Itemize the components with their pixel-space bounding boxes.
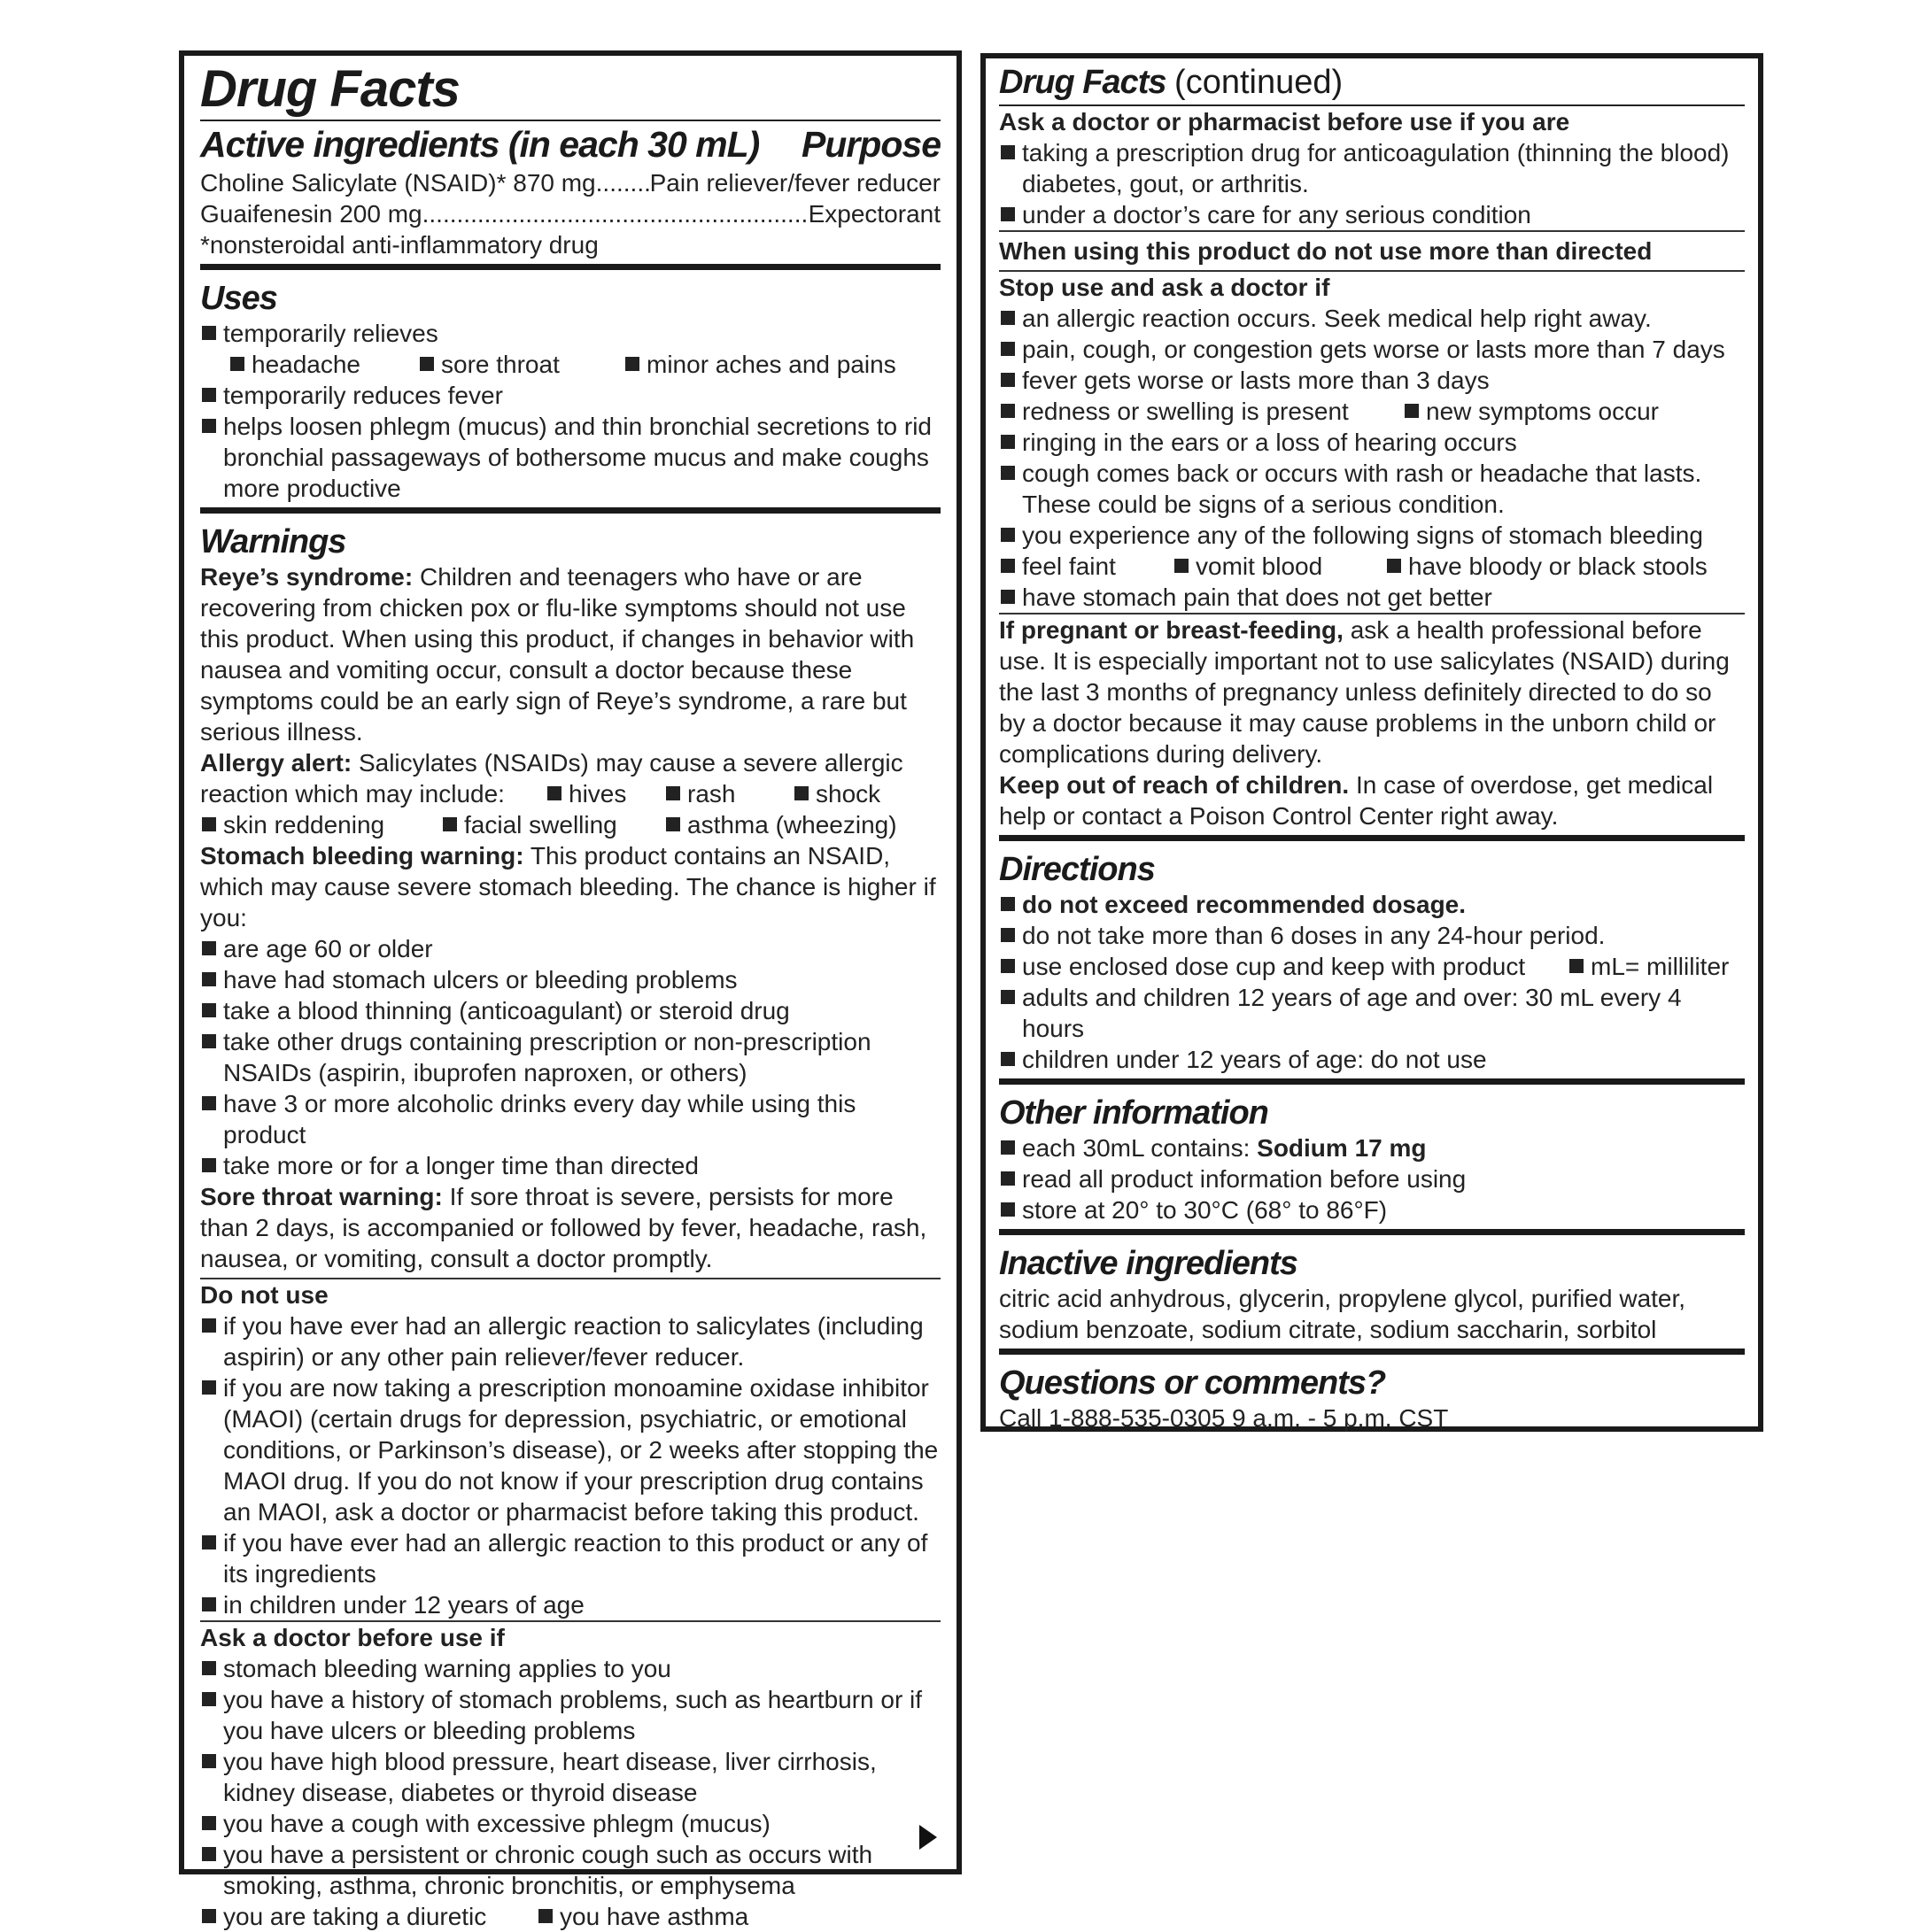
list-item: temporarily relieves	[200, 318, 941, 349]
list-item: have had stomach ulcers or bleeding problems	[200, 964, 941, 995]
list-item: you have a persistent or chronic cough such as occurs with smoking, asthma, chronic bronchitis, or emphysema	[200, 1839, 941, 1901]
stomach-bleeding-warning: Stomach bleeding warning: This product contains an NSAID, which may cause severe stomach bleeding. The chance is higher if you:	[200, 842, 936, 931]
list-item: take other drugs containing prescription or non-prescription NSAIDs (aspirin, ibuprofen naproxen, or others)	[200, 1026, 941, 1088]
list-item: if you have ever had an allergic reaction to salicylates (including aspirin) or any other pain reliever/fever reducer.	[200, 1310, 941, 1372]
allergy-items-row: reaction which may include: hives rash shock	[200, 780, 881, 808]
list-item: you experience any of the following signs of stomach bleeding	[999, 520, 1745, 551]
do-not-use-heading: Do not use	[200, 1281, 329, 1309]
list-item: under a doctor’s care for any serious condition	[999, 199, 1745, 232]
ingredient-purpose: Pain reliever/fever reducer	[649, 169, 941, 197]
list-item: fever gets worse or lasts more than 3 days	[999, 365, 1745, 396]
list-item: if you have ever had an allergic reaction to this product or any of its ingredients	[200, 1527, 941, 1589]
list-item: taking a prescription drug for anticoagulation (thinning the blood) diabetes, gout, or arthritis.	[999, 137, 1745, 199]
list-item: children under 12 years of age: do not use	[999, 1044, 1745, 1085]
list-item: do not take more than 6 doses in any 24-hour period.	[999, 920, 1745, 951]
sore-throat-warning: Sore throat warning: If sore throat is severe, persists for more than 2 days, is accompanied or followed by fever, headache, rash, nausea, or vomiting, consult a doctor promptly.	[200, 1181, 941, 1279]
allergy-alert: Allergy alert: Salicylates (NSAIDs) may cause a severe allergic	[200, 749, 903, 777]
reye-warning: Reye’s syndrome: Children and teenagers who have or are recovering from chicken pox or flu-like symptoms should not use this product. When using this product, if changes in behavior with nausea and vomiting occur, consult a doctor because these symptoms could be an early sign of Reye’s syndrome, a rare but serious illness.	[200, 563, 915, 746]
list-item: stomach bleeding warning applies to you	[200, 1653, 941, 1684]
allergy-items-row: skin reddening facial swelling asthma (wheezing)	[200, 809, 941, 840]
list-item: each 30mL contains: Sodium 17 mg	[999, 1132, 1745, 1163]
uses-sub-list: headache sore throat minor aches and pains	[200, 349, 941, 380]
list-item: take a blood thinning (anticoagulant) or steroid drug	[200, 995, 941, 1026]
uses-heading: Uses	[200, 280, 277, 317]
questions-text: Call 1-888-535-0305 9 a.m. - 5 p.m. CST	[999, 1404, 1449, 1432]
drug-facts-panel-right	[980, 53, 1763, 1432]
ask-pharmacist-heading: Ask a doctor or pharmacist before use if you are	[999, 108, 1570, 135]
stop-use-pair-row: redness or swelling is present new symptoms occur	[999, 396, 1745, 427]
list-item: you have a history of stomach problems, such as heartburn or if you have ulcers or bleeding problems	[200, 1684, 941, 1746]
list-item: in children under 12 years of age	[200, 1589, 941, 1622]
other-information-heading: Other information	[999, 1094, 1268, 1132]
ask-doctor-heading: Ask a doctor before use if	[200, 1624, 505, 1651]
list-item: are age 60 or older	[200, 933, 941, 964]
questions-heading: Questions or comments?	[999, 1364, 1386, 1402]
ingredient-row	[200, 198, 941, 229]
pregnancy-warning: If pregnant or breast-feeding, ask a health professional before use. It is especially important not to use salicylates (NSAID) during the last 3 months of pregnancy unless definitely directed to do so by a doctor because it may cause problems in the unborn child or complications during delivery.	[999, 616, 1730, 768]
drug-facts-panel-left	[179, 50, 962, 1930]
when-using-heading: When using this product do not use more than directed	[999, 232, 1745, 272]
list-item: helps loosen phlegm (mucus) and thin bronchial secretions to rid bronchial passageways of bothersome mucus and make coughs more productive	[200, 411, 941, 514]
active-ingredients-heading: Active ingredients (in each 30 mL)	[200, 124, 760, 165]
stop-use-heading: Stop use and ask a doctor if	[999, 274, 1330, 301]
stop-use-triple-row: feel faint vomit blood have bloody or black stools	[999, 551, 1745, 582]
inactive-ingredients-heading: Inactive ingredients	[999, 1245, 1297, 1282]
drug-facts-title: Drug Facts	[200, 60, 460, 118]
active-ingredients-header	[200, 120, 941, 167]
list-item: ringing in the ears or a loss of hearing occurs	[999, 427, 1745, 458]
continue-arrow-icon	[919, 1825, 937, 1850]
list-item: take more or for a longer time than directed	[200, 1150, 941, 1181]
list-item: read all product information before using	[999, 1163, 1745, 1194]
list-item: store at 20° to 30°C (68° to 86°F)	[999, 1194, 1745, 1235]
drug-facts-continued-title: Drug Facts (continued)	[999, 60, 1745, 106]
list-item: have 3 or more alcoholic drinks every day while using this product	[200, 1088, 941, 1150]
list-item: adults and children 12 years of age and over: 30 mL every 4 hours	[999, 982, 1745, 1044]
directions-row: use enclosed dose cup and keep with product mL= milliliter	[999, 951, 1745, 982]
ingredient-name: Choline Salicylate (NSAID)* 870 mg	[200, 169, 596, 197]
footnote: *nonsteroidal anti-inflammatory drug	[200, 229, 941, 270]
list-item: you have a cough with excessive phlegm (mucus)	[200, 1808, 941, 1839]
directions-heading: Directions	[999, 851, 1155, 888]
list-item: cough comes back or occurs with rash or headache that lasts. These could be signs of a serious condition.	[999, 458, 1745, 520]
list-item: have stomach pain that does not get better	[999, 582, 1745, 614]
list-item: an allergic reaction occurs. Seek medical help right away.	[999, 303, 1745, 334]
inactive-ingredients-text: citric acid anhydrous, glycerin, propylene glycol, purified water, sodium benzoate, sodium citrate, sodium saccharin, sorbitol	[999, 1283, 1745, 1355]
keep-out-of-reach: Keep out of reach of children. In case of overdose, get medical help or contact a Poison Control Center right away.	[999, 769, 1745, 841]
ingredient-row	[200, 167, 941, 198]
list-item: if you are now taking a prescription monoamine oxidase inhibitor (MAOI) (certain drugs for depression, psychiatric, or emotional conditions, or Parkinson’s disease), or 2 weeks after stopping the MAOI drug. If you do not know if your prescription drug contains an MAOI, ask a doctor or pharmacist before taking this product.	[200, 1372, 941, 1527]
list-item: pain, cough, or congestion gets worse or lasts more than 7 days	[999, 334, 1745, 365]
list-item: you have high blood pressure, heart disease, liver cirrhosis, kidney disease, diabetes or thyroid disease	[200, 1746, 941, 1808]
purpose-heading: Purpose	[801, 124, 941, 165]
ingredient-name: Guaifenesin 200 mg	[200, 200, 422, 228]
list-item: do not exceed recommended dosage.	[999, 889, 1745, 920]
list-item: temporarily reduces fever	[200, 380, 941, 411]
ingredient-purpose: Expectorant	[808, 200, 941, 228]
warnings-heading: Warnings	[200, 523, 346, 560]
ask-doctor-last-row: you are taking a diuretic you have asthma	[200, 1901, 941, 1932]
